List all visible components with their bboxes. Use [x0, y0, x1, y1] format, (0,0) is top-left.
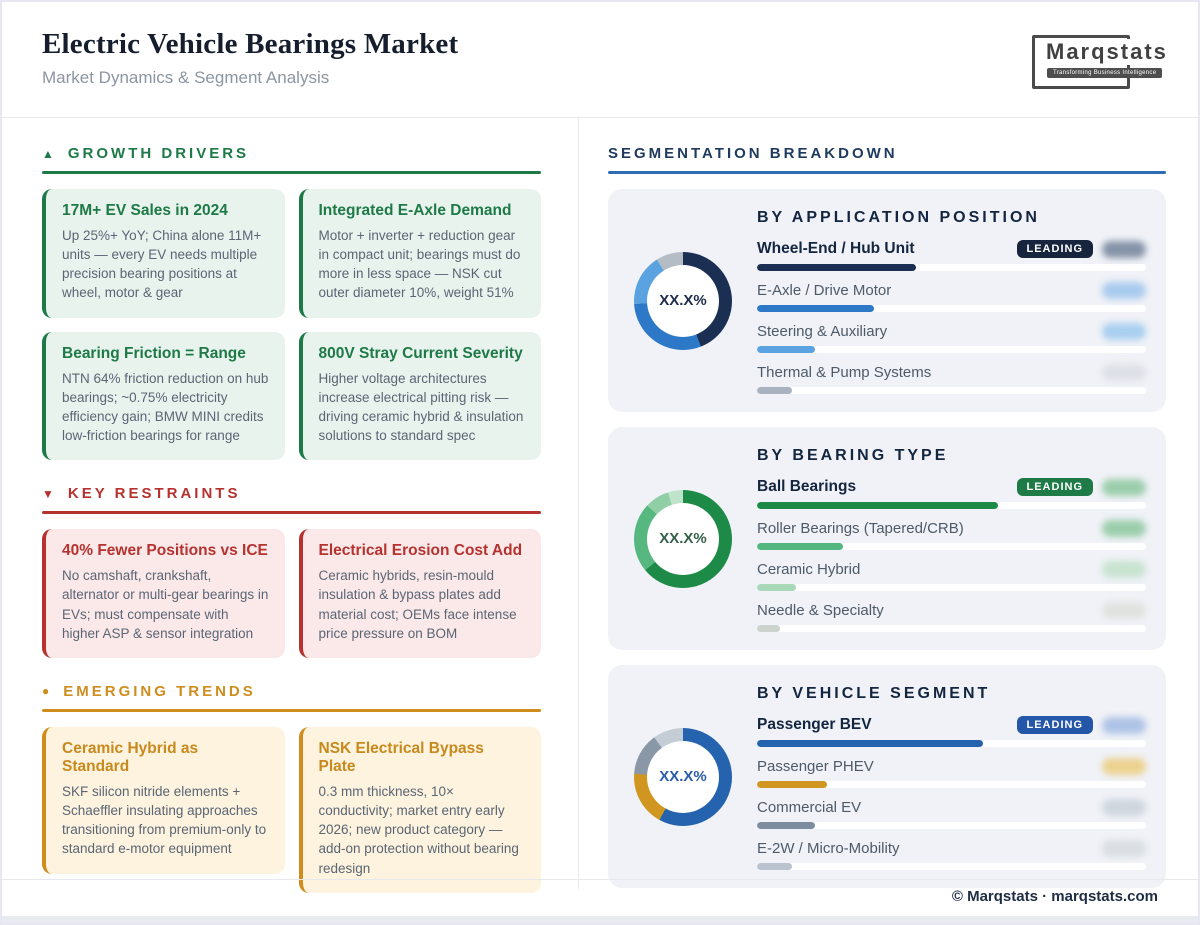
- triangle-up-icon: ▲: [42, 146, 57, 161]
- section-underline: [42, 171, 541, 174]
- row-label: Needle & Specialty: [757, 601, 884, 619]
- blurred-value-pill: [1102, 323, 1146, 340]
- driver-card: [42, 189, 285, 318]
- bar-track: [757, 740, 1146, 747]
- section-underline: [42, 709, 541, 712]
- row-label: Commercial EV: [757, 798, 862, 816]
- bar-track: [757, 584, 1146, 591]
- circle-icon: ●: [42, 684, 53, 699]
- blurred-value-pill: [1102, 840, 1146, 857]
- bar-track: [757, 346, 1146, 353]
- row-label: Ceramic Hybrid: [757, 560, 861, 578]
- blurred-value-pill: [1102, 602, 1146, 619]
- section-header: [42, 485, 541, 502]
- row-label: E-2W / Micro-Mobility: [757, 839, 900, 857]
- segmentation-panel: [579, 118, 1198, 889]
- segment-row: [757, 559, 1146, 591]
- driver-card: [299, 189, 542, 318]
- segment-row: [757, 362, 1146, 394]
- bar-fill: [757, 822, 815, 829]
- segment-title: BY VEHICLE SEGMENT: [757, 685, 991, 702]
- donut-center-label: XX.X%: [659, 292, 707, 309]
- card-grid: [42, 529, 541, 658]
- donut-wrap: [624, 683, 742, 870]
- row-label: Steering & Auxiliary: [757, 322, 888, 340]
- section-key-restraints: [42, 485, 541, 658]
- card-title: 17M+ EV Sales in 2024: [62, 202, 228, 219]
- segment-content: [757, 683, 1146, 870]
- segment-row: [757, 280, 1146, 312]
- bar-fill: [757, 387, 792, 394]
- bar-track: [757, 264, 1146, 271]
- segment-row: [757, 477, 1146, 509]
- card-grid: [42, 727, 541, 893]
- row-label: Passenger BEV: [757, 716, 872, 733]
- blurred-value-pill: [1102, 241, 1146, 258]
- main-content: [2, 118, 1198, 889]
- bar-fill: [757, 740, 983, 747]
- blurred-value-pill: [1102, 561, 1146, 578]
- leading-badge: LEADING: [1017, 716, 1094, 734]
- bar-track: [757, 625, 1146, 632]
- bar-track: [757, 781, 1146, 788]
- card-title: Electrical Erosion Cost Add: [318, 542, 523, 560]
- bottom-strip: [2, 916, 1198, 923]
- card-title: 800V Stray Current Severity: [318, 344, 523, 362]
- donut-hole: [647, 503, 719, 575]
- section-header: [42, 145, 541, 162]
- donut-chart: [634, 490, 732, 588]
- blurred-value-pill: [1102, 282, 1146, 299]
- donut-hole: [647, 741, 719, 813]
- bar-track: [757, 387, 1146, 394]
- segmentation-underline: [608, 171, 1166, 174]
- segment-content: [757, 445, 1146, 632]
- segment-row: [757, 518, 1146, 550]
- page-header: [2, 2, 1198, 118]
- bar-track: [757, 305, 1146, 312]
- driver-card: [42, 332, 285, 461]
- triangle-down-icon: ▼: [42, 486, 57, 501]
- page-subtitle: Market Dynamics & Segment Analysis: [42, 68, 330, 87]
- bar-fill: [757, 305, 874, 312]
- row-label: E-Axle / Drive Motor: [757, 281, 892, 299]
- card-body: SKF silicon nitride elements + Schaeffler insulating approaches transitioning from premium-only to standard e-motor equipment: [62, 783, 267, 857]
- card-body: NTN 64% friction reduction on hub bearings; ~0.75% electricity efficiency gain; BMW MINI credits low-friction bearings for range: [62, 370, 269, 444]
- blurred-value-pill: [1102, 479, 1146, 496]
- bar-fill: [757, 346, 815, 353]
- segment-card-application-position: [608, 189, 1166, 412]
- card-body: Motor + inverter + reduction gear in compact unit; bearings must do more in less space — NSK cut outer diameter 10%, weight 51%: [318, 228, 521, 301]
- blurred-value-pill: [1102, 520, 1146, 537]
- segment-row: [757, 797, 1146, 829]
- bar-fill: [757, 502, 998, 509]
- segment-row: [757, 239, 1146, 271]
- dynamics-panel: [2, 118, 579, 889]
- segment-content: [757, 207, 1146, 394]
- card-body: Ceramic hybrids, resin-mould insulation & bypass plates add material cost; OEMs face intense price pressure on BOM: [318, 568, 517, 641]
- bar-fill: [757, 543, 843, 550]
- bar-fill: [757, 625, 780, 632]
- donut-chart: [634, 728, 732, 826]
- section-growth-drivers: [42, 145, 541, 460]
- card-body: Higher voltage architectures increase electrical pitting risk — driving ceramic hybrid & insulation solutions to standard spec: [318, 370, 524, 444]
- bar-fill: [757, 584, 796, 591]
- card-body: 0.3 mm thickness, 10× conductivity; market entry early 2026; new product category — add-on protection without bearing redesign: [318, 783, 519, 876]
- bar-fill: [757, 264, 916, 271]
- logo-name: Marqstats: [1043, 39, 1171, 65]
- bar-track: [757, 863, 1146, 870]
- trend-card: [42, 727, 285, 874]
- row-label: Thermal & Pump Systems: [757, 363, 932, 381]
- card-title: Ceramic Hybrid as Standard: [62, 739, 199, 775]
- blurred-value-pill: [1102, 799, 1146, 816]
- row-label: Ball Bearings: [757, 478, 857, 495]
- bar-track: [757, 543, 1146, 550]
- segment-row: [757, 600, 1146, 632]
- segment-card-bearing-type: [608, 427, 1166, 650]
- page-footer: [2, 879, 1198, 923]
- row-label: Wheel-End / Hub Unit: [757, 240, 915, 257]
- section-underline: [42, 511, 541, 514]
- segment-row: [757, 321, 1146, 353]
- bar-fill: [757, 781, 827, 788]
- footer-credit: © Marqstats · marqstats.com: [2, 879, 1198, 916]
- section-label: GROWTH DRIVERS: [67, 145, 250, 162]
- donut-center-label: XX.X%: [659, 768, 707, 785]
- leading-badge: LEADING: [1017, 478, 1094, 496]
- trend-card: [299, 727, 542, 893]
- blurred-value-pill: [1102, 364, 1146, 381]
- segment-row: [757, 756, 1146, 788]
- driver-card: [299, 332, 542, 461]
- row-label: Roller Bearings (Tapered/CRB): [757, 519, 964, 537]
- card-grid: [42, 189, 541, 460]
- section-emerging-trends: [42, 683, 541, 893]
- donut-wrap: [624, 207, 742, 394]
- donut-center-label: XX.X%: [659, 530, 707, 547]
- donut-wrap: [624, 445, 742, 632]
- restraint-card: [299, 529, 542, 658]
- bar-track: [757, 822, 1146, 829]
- bar-track: [757, 502, 1146, 509]
- section-label: KEY RESTRAINTS: [67, 485, 241, 503]
- page-title: Electric Vehicle Bearings Market: [42, 28, 459, 60]
- segmentation-heading: SEGMENTATION BREAKDOWN: [608, 145, 898, 162]
- segment-card-vehicle-segment: [608, 665, 1166, 888]
- row-label: Passenger PHEV: [757, 757, 874, 775]
- blurred-value-pill: [1102, 717, 1146, 734]
- leading-badge: LEADING: [1017, 240, 1094, 258]
- card-title: NSK Electrical Bypass Plate: [318, 739, 484, 775]
- segment-title: BY APPLICATION POSITION: [757, 209, 1040, 226]
- card-body: No camshaft, crankshaft, alternator or multi-gear bearings in EVs; must compensate with higher ASP & sensor integration: [62, 568, 269, 641]
- section-header: [42, 683, 541, 700]
- blurred-value-pill: [1102, 758, 1146, 775]
- donut-chart: [634, 252, 732, 350]
- card-title: Bearing Friction = Range: [62, 344, 246, 362]
- segment-row: [757, 715, 1146, 747]
- bar-fill: [757, 863, 792, 870]
- donut-hole: [647, 265, 719, 337]
- section-label: EMERGING TRENDS: [63, 682, 256, 700]
- segment-row: [757, 838, 1146, 870]
- segment-title: BY BEARING TYPE: [757, 447, 949, 464]
- marqstats-logo: [1032, 35, 1168, 87]
- card-title: 40% Fewer Positions vs ICE: [62, 542, 268, 560]
- restraint-card: [42, 529, 285, 658]
- card-body: Up 25%+ YoY; China alone 11M+ units — every EV needs multiple precision bearing positions at wheel, motor & gear: [62, 228, 262, 301]
- logo-tagline: Transforming Business Intelligence: [1047, 68, 1162, 78]
- card-title: Integrated E-Axle Demand: [318, 202, 512, 219]
